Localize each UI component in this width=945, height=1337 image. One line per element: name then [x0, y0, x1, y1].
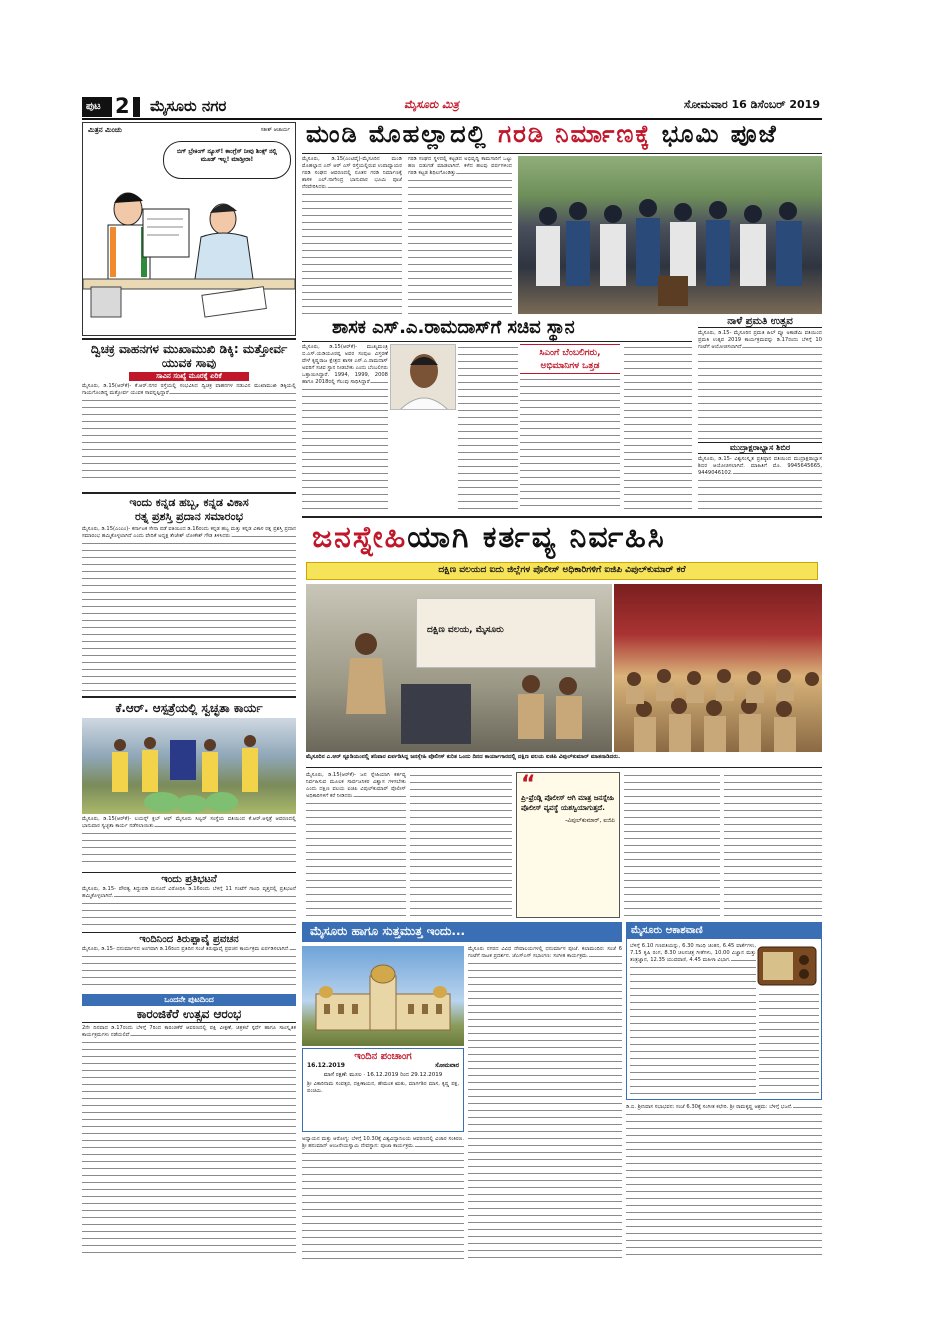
feature-headline-part1: ಜನಸ್ನೇಹಿ [312, 520, 408, 555]
feature-subhead [306, 562, 818, 580]
radio-body-lower [759, 991, 819, 1097]
main-story-col2 [408, 156, 512, 314]
crowd-illustration [518, 156, 822, 314]
feature-headline-part2: ಯಾಗಿ ಕರ್ತವ್ಯ ನಿರ್ವಹಿಸಿ [407, 520, 666, 555]
main-headline-part3: ಭೂಮಿ ಪೂಜೆ [651, 122, 778, 148]
cleanliness-photo [82, 718, 296, 814]
mudra-body [698, 456, 822, 512]
cartoon-title: ಮಿತ್ರನ ಮಿಂಚು [88, 126, 122, 134]
radio-body [630, 943, 756, 1097]
page-label-box [82, 97, 140, 117]
tomorrow-body-text: ಮೈಸೂರು, ಡಿ.15- ಮೈಸೂರಿನ ಪ್ರಮತಿ ಹಿಲ್ ವ್ಯೂ ಅಕಾಡೆಮಿ ವತಿಯಿಂದ ಪ್ರಮತಿ ಉತ್ಸವ 2019 ಕಾರ್ಯಕ್ರಮವನ್ನು ಡಿ.17ರಂದು ಬೆಳಿಗ್ಗೆ 10 ಗಂಟೆಗೆ ಆಯೋಜಿಸಲಾಗಿದೆ. [698, 330, 822, 350]
cleanliness-body [82, 816, 296, 868]
masthead-rule [82, 118, 822, 120]
cleanliness-article [82, 696, 296, 868]
cartoon-credit: ಸತೀಶ್ ಆಚಾರ್ಯ [260, 127, 290, 133]
radio-extra [626, 1104, 822, 1260]
events-col-b [468, 946, 622, 1260]
audience-illustration [614, 584, 822, 752]
main-story-col1-text: ಮೈಸೂರು, ಡಿ.15(ಎಂಟಿವೈ)-ಮೈಸೂರಿನ ಮಂಡಿ ಮೊಹಲ್ಲಾದ ಎನ್ ಆರ್ ಎಸ್ ರಸ್ತೆಯಲ್ಲಿರುವ ಉಪಾಧ್ಯಾಯರ ಗರಡಿ ಸಂಘದ ಆವರಣದಲ್ಲಿ ನೂತನ ಗರಡಿ ನಿರ್ಮಾಣಕ್ಕೆ ಶಾಸಕ ಎಲ್.ನಾಗೇಂದ್ರ ಭಾನುವಾರ ಭೂಮಿ ಪೂಜೆ ನೆರವೇರಿಸಿದರು. [302, 156, 402, 190]
minister-col4 [624, 344, 692, 512]
panchanga-day: ಸೋಮವಾರ [435, 1062, 459, 1069]
events-banner [302, 922, 622, 942]
feature-caption [306, 754, 822, 768]
karanji-headline: ಕಾರಂಜಿಕೆರೆ ಉತ್ಸವ ಆರಂಭ [82, 1006, 296, 1023]
kannada-body-text: ಮೈಸೂರು, ಡಿ.15(ಎಂಎಂ)- ಕರ್ನಾಟಕ ಸೇನಾ ಪಡೆ ವತಿಯಿಂದ ಡಿ.16ರಂದು ಕನ್ನಡ ಹಬ್ಬ ಮತ್ತು ಕನ್ನಡ ವಿಕಾಸ ರತ್ನ ಪ್ರಶಸ್ತಿ ಪ್ರದಾನ ಸಮಾರಂಭ ಹಮ್ಮಿಕೊಳ್ಳಲಾಗಿದೆ ಎಂದು ವೇದಿಕೆ ಅಧ್ಯಕ್ಷ ತೇಜೇಶ್ ಲೋಕೇಶ್ ಗೌಡ ತಿಳಿಸಿದರು. [82, 526, 296, 539]
events-banner-text: ಮೈಸೂರು ಹಾಗೂ ಸುತ್ತಮುತ್ತ ಇಂದು... [310, 924, 466, 938]
panchanga-title: ಇಂದಿನ ಪಂಚಾಂಗ [354, 1051, 412, 1062]
feature-quote: ಪ್ರಿ-ಫ್ರೆಂಡ್ಲಿ ಪೊಲೀಸ್ ಆಗಿ ಮಾತ್ರ ಜನಸ್ನೇಹಿ ಪೊಲೀಸ್ ವ್ಯವಸ್ಥೆ ಯಶಸ್ವಿಯಾಗುತ್ತದೆ. [521, 794, 615, 812]
cartoon-drawing [83, 179, 295, 335]
events-col-b-text: ಮೈಸೂರು ನಗರದ ವಿವಿಧ ದೇವಾಲಯಗಳಲ್ಲಿ ಧನುರ್ಮಾಸ ಪೂಜೆ. ಕಲಾಮಂದಿರ: ಸಂಜೆ 6 ಗಂಟೆಗೆ ನಾಟಕ ಪ್ರದರ್ಶನ. ಜೆಎಸ್‌ಎಸ್ ಸಭಾಂಗಣ: ಸಂಗೀತ ಕಾರ್ಯಕ್ರಮ. [468, 946, 622, 959]
quote-mark-icon: “ [521, 772, 536, 797]
cleanliness-body-text: ಮೈಸೂರು, ಡಿ.15(ಆರ್‌ಕೆ)- ಲಯನ್ಸ್ ಕ್ಲಬ್ ಆಫ್ ಮೈಸೂರು ಸಿಲ್ವರ್ ಸಂಸ್ಥೆಯ ವತಿಯಿಂದ ಕೆ.ಆರ್.ಆಸ್ಪತ್ರೆ ಆವರಣದಲ್ಲಿ ಭಾನುವಾರ ಸ್ವಚ್ಛತಾ ಕಾರ್ಯ ನಡೆಸಲಾಯಿತು. [82, 816, 296, 829]
kannada-article [82, 492, 296, 692]
feature-col4 [724, 772, 822, 918]
issue-date: ಸೋಮವಾರ 16 ಡಿಸೆಂಬರ್ 2019 [683, 98, 820, 111]
feature-caption-text: ಮೈಸೂರಿನ ಎ.ಆರ್ ಸ್ಟೂಡಿಯಂನಲ್ಲಿ ಶನಿವಾರ ಏರ್ಪಡಿಸಿದ್ದ ಜನಸ್ನೇಹಿ ಪೊಲೀಸ್ ಕುರಿತ ಒಂದು ದಿನದ ಕಾರ್ಯಾಗಾರದಲ್ಲಿ ದಕ್ಷಿಣ ವಲಯ ಐಜಿಪಿ ವಿಪುಲ್‌ಕುಮಾರ್ ಮಾತನಾಡಿದರು. [306, 754, 621, 760]
page-number: 2 [112, 97, 133, 117]
kannada-headline-line2: ರತ್ನ ಪ್ರಶಸ್ತಿ ಪ್ರದಾನ ಸಮಾರಂಭ [135, 510, 243, 523]
events-col-a-text: ಅಧ್ಯಾಯನ ಮತ್ತು ಆರೋಗ್ಯ: ಬೆಳಿಗ್ಗೆ 10.30ಕ್ಕೆ ವಿಶ್ವವಿದ್ಯಾನಿಲಯ ಆವರಣದಲ್ಲಿ ವಿಚಾರ ಸಂಕಿರಣ. ಶ್ರೀ ಹನುಮಾನ್ ಆಂಜನೇಯಸ್ವಾಮಿ ದೇವಸ್ಥಾನ: ಪೂಜಾ ಕಾರ್ಯಕ್ರಮ. [302, 1136, 464, 1149]
masthead [82, 96, 822, 118]
speech-bubble-text: ಬಿಗ್ ಬ್ರೇಕಿಂಗ್ ನ್ಯೂಸ್! ಕಾಂಗ್ರೆಸ್ ನೀವು ಶಿಂಕ್ಸ್ ನಲ್ಲಿ ಮೂಡ್ ಇಲ್ಲ! ಮಾಡ್ತೀರಾ! [177, 148, 277, 163]
feature-body: ಮೈಸೂರು, ಡಿ.15(ಆರ್‌ಕೆ)- ಜನ ಸ್ನೇಹಿಯಾಗಿ ಕರ್ತವ್ಯ ನಿರ್ವಹಿಸುವ ಮೂಲಕ ಸಾರ್ವಜನಿಕರ ವಿಶ್ವಾಸ ಗಳಿಸಬೇಕು ಎಂದು ದಕ್ಷಿಣ ವಲಯ ಐಜಿಪಿ ವಿಪುಲ್‌ಕುಮಾರ್ ಪೊಲೀಸ್ ಅಧಿಕಾರಿಗಳಿಗೆ ಕರೆ ನೀಡಿದರು. [306, 772, 406, 799]
protest-headline: ಇಂದು ಪ್ರತಿಭಟನೆ [161, 874, 217, 885]
vehicles-headline: ದ್ವಿಚಕ್ರ ವಾಹನಗಳ ಮುಖಾಮುಖಿ ಡಿಕ್ಕಿ: ಮತ್ತೋರ್ವ ಯುವಕ ಸಾವು [90, 342, 288, 370]
mudra-body-text: ಮೈಸೂರು, ಡಿ.15- ವಿಶ್ವಸಂಸ್ಕೃತ ಪ್ರತಿಷ್ಠಾನ ವತಿಯಿಂದ ಮುದ್ರಾಕ್ಷರಾಭ್ಯಾಸ ಶಿಬಿರ ಆಯೋಜಿಸಲಾಗಿದೆ. ಮಾಹಿತಿಗೆ ಮೊ. 9945645665, 9449046102. [698, 456, 822, 476]
tiruppavai-body [82, 946, 296, 988]
minister-photo [390, 344, 456, 410]
panchanga-detail: ಮಾಸೆ ರಕ್ಷಣೆ: ಮೂಲ · 16.12.2019 ರಿಂದ 29.12.2019 [323, 1072, 443, 1078]
panchanga-date: 16.12.2019 [307, 1062, 345, 1069]
feature-col3 [624, 772, 720, 918]
palace-illustration [302, 946, 464, 1046]
panchanga-box [302, 1048, 464, 1132]
vehicles-body [82, 383, 296, 481]
radio-title: ಮೈಸೂರು ಆಕಾಶವಾಣಿ [627, 923, 821, 939]
main-story-col2-text: ಗರಡಿ ಸಂಘದ ಸ್ಥಳದಲ್ಲಿ ಕಟ್ಟಡದ ಅಭಿವೃದ್ಧಿ ಕಾಮಗಾರಿಗೆ ಒಟ್ಟು ಹಣ ಬಿಡುಗಡೆ ಮಾಡಲಾಗಿದೆ. ಕಳೆದ ಹಲವು ವರ್ಷಗಳಿಂದ ಗರಡಿ ಕಟ್ಟಡ ಶಿಥಿಲಗೊಂಡಿತ್ತು. [408, 156, 512, 176]
minister-col1 [302, 344, 388, 512]
feature-photo-left [306, 584, 612, 752]
registration-marks-left [84, 1268, 144, 1276]
karanji-body [82, 1025, 296, 1257]
minister-pullquote [520, 344, 620, 374]
vehicles-subhead: ಸಾವಿನ ಸಂಖ್ಯೆ ಮೂರಕ್ಕೆ ಏರಿಕೆ [129, 372, 249, 381]
palace-photo [302, 946, 464, 1046]
cleanliness-headline: ಕೆ.ಆರ್. ಆಸ್ಪತ್ರೆಯಲ್ಲಿ ಸ್ವಚ್ಛತಾ ಕಾರ್ಯ [115, 701, 263, 715]
feature-col1 [306, 772, 406, 918]
page-label: ಪುಟ [86, 101, 101, 112]
minister-portrait [391, 345, 456, 410]
police-speaker-illustration [306, 584, 612, 752]
feature-subhead-text: ದಕ್ಷಿಣ ವಲಯದ ಐದು ಜಿಲ್ಲೆಗಳ ಪೊಲೀಸ್ ಅಧಿಕಾರಿಗಳಿಗೆ ಐಜಿಪಿ ವಿಪುಲ್‌ಕುಮಾರ್ ಕರೆ [438, 565, 686, 575]
stage-banner-text: ದಕ್ಷಿಣ ವಲಯ, ಮೈಸೂರು [427, 625, 504, 635]
feature-photo-right [614, 584, 822, 752]
protest-body-text: ಮೈಸೂರು, ಡಿ.15- ಪೌರತ್ವ ತಿದ್ದುಪಡಿ ಮಸೂದೆ ವಿರೋಧಿಸಿ ಡಿ.16ರಂದು ಬೆಳಿಗ್ಗೆ 11 ಗಂಟೆಗೆ ಗಾಂಧಿ ವೃತ್ತದಲ್ಲಿ ಪ್ರತಿಭಟನೆ ಹಮ್ಮಿಕೊಳ್ಳಲಾಗಿದೆ. [82, 886, 296, 899]
registration-marks-center [430, 1268, 490, 1276]
kannada-headline-line1: ಇಂದು ಕನ್ನಡ ಹಬ್ಬ, ಕನ್ನಡ ವಿಕಾಸ [129, 496, 249, 509]
karanji-kicker: ಒಂದನೇ ಪುಟದಿಂದ [82, 994, 296, 1006]
karanji-article [82, 994, 296, 1260]
vehicles-body-text: ಮೈಸೂರು, ಡಿ.15(ಆರ್‌ಕೆ)- ಕೆ.ಆರ್.ನಗರ ರಸ್ತೆಯಲ್ಲಿ ಸಂಭವಿಸಿದ ದ್ವಿಚಕ್ರ ವಾಹನಗಳ ನಡುವಿನ ಮುಖಾಮುಖಿ ಡಿಕ್ಕಿಯಲ್ಲಿ ಗಾಯಗೊಂಡಿದ್ದ ಮತ್ತೋರ್ವ ಯುವಕ ಸಾವನ್ನಪ್ಪಿದ್ದಾರೆ. [82, 383, 296, 396]
main-headline [302, 122, 822, 154]
cartoon-panel [82, 122, 296, 336]
panchanga-body: ಶ್ರೀ ವಿಕಾರಿನಾಮ ಸಂವತ್ಸರ, ದಕ್ಷಿಣಾಯನ, ಹೇಮಂತ ಋತು, ಮಾರ್ಗಶಿರ ಮಾಸ, ಕೃಷ್ಣ ಪಕ್ಷ, ಪಂಚಮಿ. [307, 1081, 459, 1094]
radio-extra-text: ಡಿ.ಬಿ. ಶ್ರೀನಿವಾಸ ಸಭಾಭವನ: ಸಂಜೆ 6.30ಕ್ಕೆ ಸಂಗೀತ ಕಛೇರಿ. ಶ್ರೀ ರಾಮಕೃಷ್ಣ ಆಶ್ರಮ: ಬೆಳಿಗ್ಗೆ ಭಜನೆ. [626, 1104, 793, 1110]
feature-col2 [410, 772, 512, 918]
pullquote-line2: ಅಭಿಮಾನಿಗಳ ಒತ್ತಡ [540, 361, 600, 371]
minister-col2 [458, 344, 518, 512]
vehicles-article [82, 338, 296, 488]
minister-body: ಮೈಸೂರು, ಡಿ.15(ಆರ್‌ಕೆ)- ಮುಖ್ಯಮಂತ್ರಿ ಬಿ.ಎಸ್.ಯಡಿಯೂರಪ್ಪ ಅವರ ಸಂಪುಟ ವಿಸ್ತರಣೆ ವೇಳೆ ಕೃಷ್ಣರಾಜ ಕ್ಷೇತ್ರದ ಶಾಸಕ ಎಸ್.ಎ.ರಾಮದಾಸ್ ಅವರಿಗೆ ಸಚಿವ ಸ್ಥಾನ ನೀಡಬೇಕು ಎಂದು ಬೆಂಬಲಿಗರು ಒತ್ತಾಯಿಸಿದ್ದಾರೆ. 1994, 1999, 2008 ಹಾಗೂ 2018ರಲ್ಲಿ ಗೆಲುವು ಸಾಧಿಸಿದ್ದಾರೆ. [302, 344, 388, 385]
minister-headline-text: ಶಾಸಕ ಎಸ್.ಎ.ರಾಮದಾಸ್‌ಗೆ ಸಚಿವ ಸ್ಥಾನ [332, 317, 575, 338]
events-col-a [302, 1136, 464, 1260]
main-story-photo [518, 156, 822, 314]
protest-brief [82, 872, 296, 930]
minister-headline [302, 316, 692, 342]
tomorrow-brief [698, 316, 822, 512]
radio-icon [757, 943, 817, 987]
pullquote-line1: ಸಿಎಂಗೆ ಬೆಂಬಲಿಗರು, [539, 348, 601, 358]
tiruppavai-brief [82, 932, 296, 990]
cleanup-illustration [82, 718, 296, 814]
radio-box [626, 922, 822, 1100]
karanji-body-text: 2ನೇ ದಿನವಾದ ಡಿ.17ರಂದು ಬೆಳಿಗ್ಗೆ 7ರಿಂದ ಕಾರಂಜಿಕೆರೆ ಆವರಣದಲ್ಲಿ ಪಕ್ಷಿ ವೀಕ್ಷಣೆ, ಚಿತ್ರಕಲೆ ಸ್ಪರ್ಧೆ ಹಾಗೂ ಸಾಂಸ್ಕೃತಿಕ ಕಾರ್ಯಕ್ರಮಗಳು ನಡೆಯಲಿವೆ. [82, 1025, 296, 1038]
main-headline-part1: ಮಂಡಿ ಮೊಹಲ್ಲಾದಲ್ಲಿ [306, 122, 499, 148]
main-story-col1 [302, 156, 402, 314]
tomorrow-headline: ನಾಳೆ ಪ್ರಮತಿ ಉತ್ಸವ [698, 316, 822, 328]
kannada-body [82, 526, 296, 692]
tomorrow-body [698, 330, 822, 440]
tiruppavai-body-text: ಮೈಸೂರು, ಡಿ.15- ಧನುರ್ಮಾಸದ ಅಂಗವಾಗಿ ಡಿ.16ರಿಂದ ಪ್ರತಿದಿನ ಸಂಜೆ ತಿರುಪ್ಪಾವೈ ಪ್ರವಚನ ಕಾರ್ಯಕ್ರಮ ಏರ್ಪಡಿಸಲಾಗಿದೆ. [82, 946, 290, 952]
feature-quote-box [516, 772, 620, 918]
tiruppavai-headline: ಇಂದಿನಿಂದ ತಿರುಪ್ಪಾವೈ ಪ್ರವಚನ [139, 934, 239, 945]
feature-headline [302, 516, 822, 560]
speech-bubble [163, 141, 291, 179]
mudra-headline: ಮುದ್ರಾಕ್ಷರಾಭ್ಯಾಸ ಶಿಬಿರ [698, 442, 822, 454]
section-title: ಮೈಸೂರು ನಗರ [150, 97, 227, 115]
minister-col3 [520, 376, 620, 512]
radio-body-text: ಬೆಳಿಗ್ಗೆ 6.10 ಗಣಪತಿಯನ್ನು, 6.30 ಗಾಂಧಿ ಚಿಂತನ, 6.45 ವಾರ್ತೆಗಳು, 7.15 ಕೃಷಿ ರಂಗ, 8.30 ಚಲನಚಿತ್ರ ಗೀತೆಗಳು, 10.00 ವಿಜ್ಞಾನ ಮತ್ತು ತಂತ್ರಜ್ಞಾನ, 12.35 ಯುವವಾಣಿ, 4.45 ಮಹಿಳಾ ವಿಭಾಗ. [630, 943, 756, 963]
feature-quote-attrib: -ವಿಪುಲ್‌ಕುಮಾರ್, ಐಜಿಪಿ [565, 817, 615, 824]
paper-name: ಮೈಸೂರು ಮಿತ್ರ [404, 98, 459, 111]
protest-body [82, 886, 296, 928]
main-headline-part2: ಗರಡಿ ನಿರ್ಮಾಣಕ್ಕೆ [498, 122, 652, 148]
